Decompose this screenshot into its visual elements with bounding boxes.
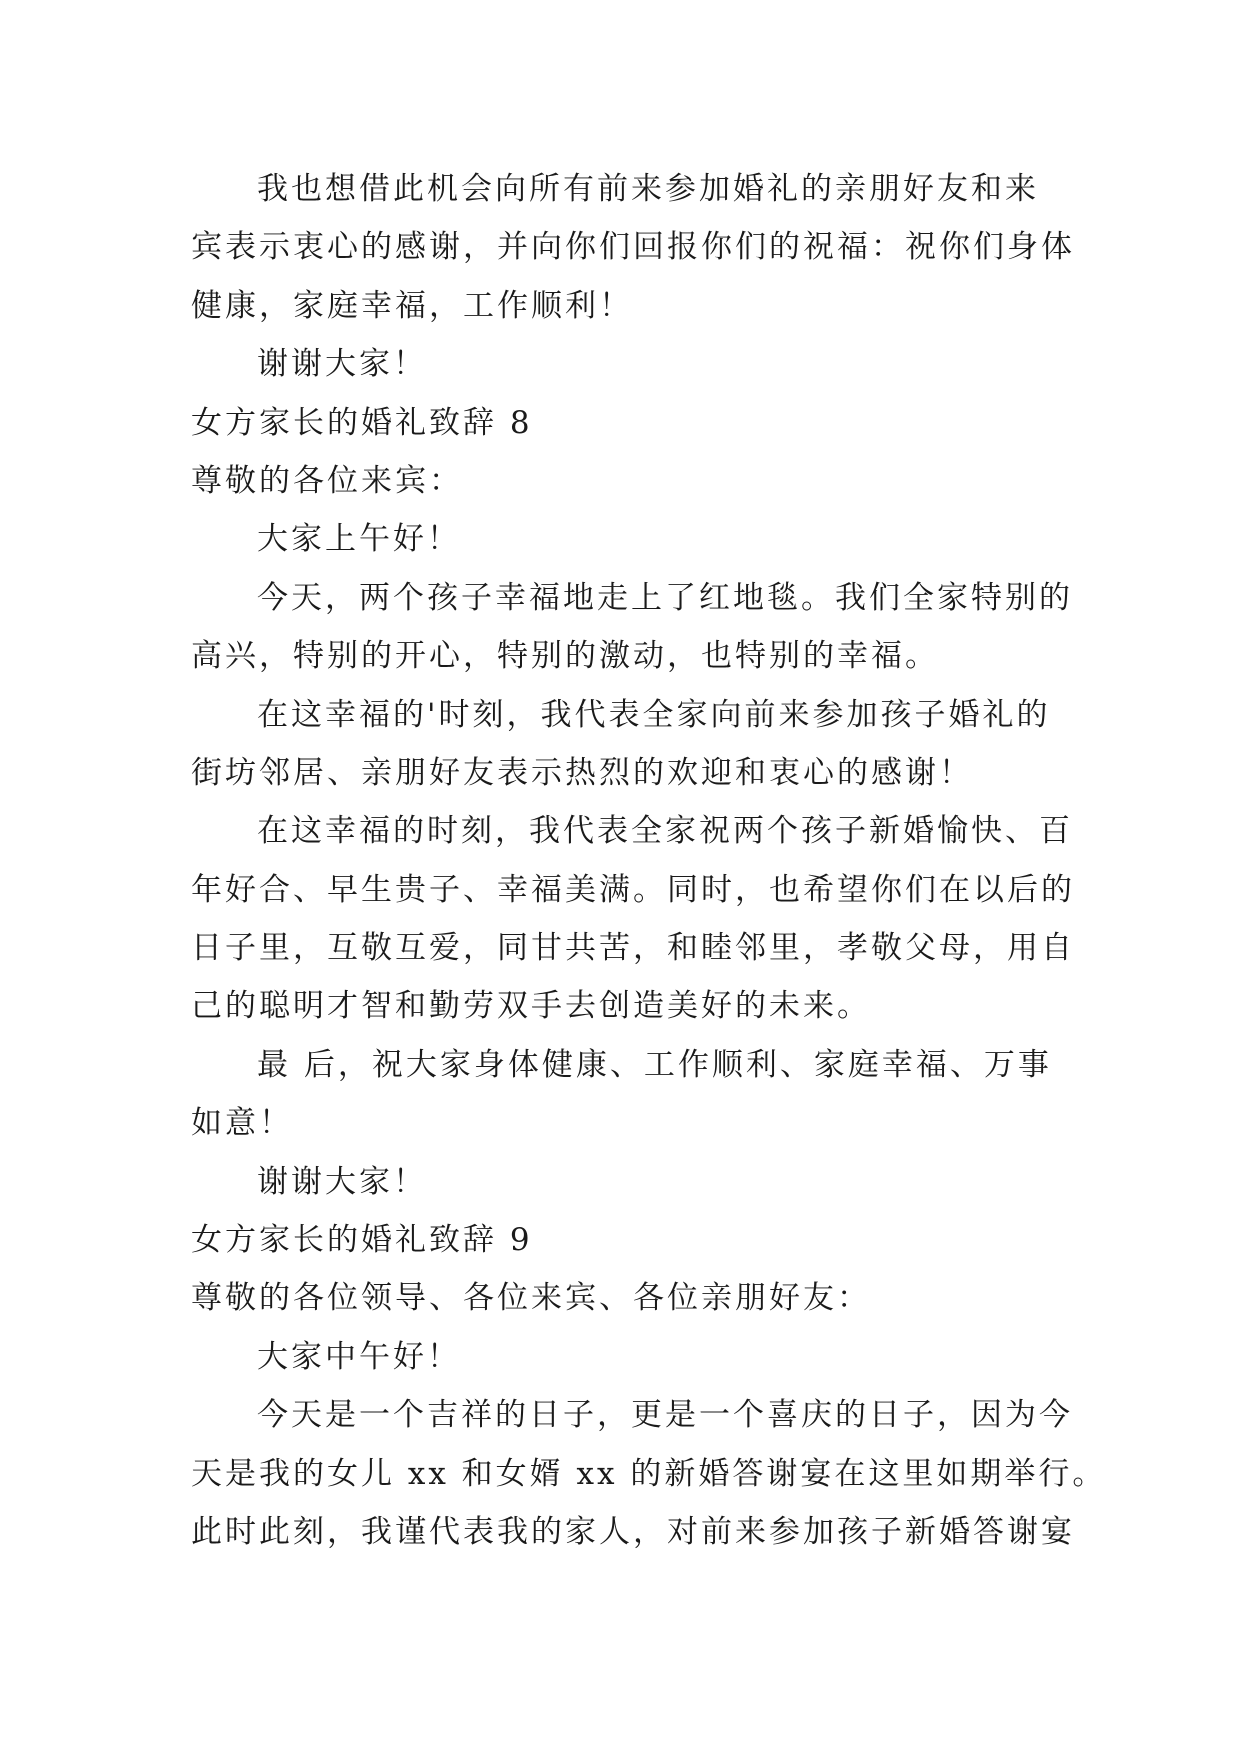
paragraph-line: 年好合、早生贵子、幸福美满。同时，也希望你们在以后的 bbox=[191, 871, 1075, 908]
paragraph-line: 大家上午好！ bbox=[257, 521, 461, 558]
paragraph-line: 宾表示衷心的感谢，并向你们回报你们的祝福：祝你们身体 bbox=[191, 229, 1075, 266]
paragraph-line: 如意！ bbox=[191, 1105, 293, 1142]
paragraph-line: 己的聪明才智和勤劳双手去创造美好的未来。 bbox=[191, 988, 871, 1025]
paragraph-line: 最 后，祝大家身体健康、工作顺利、家庭幸福、万事 bbox=[257, 1046, 1052, 1083]
paragraph-line: 此时此刻，我谨代表我的家人，对前来参加孩子新婚答谢宴 bbox=[191, 1513, 1075, 1550]
paragraph-line: 谢谢大家！ bbox=[257, 1163, 427, 1200]
salutation: 尊敬的各位领导、各位来宾、各位亲朋好友： bbox=[191, 1280, 871, 1317]
paragraph-line: 在这幸福的'时刻，我代表全家向前来参加孩子婚礼的 bbox=[257, 696, 1051, 733]
section-heading: 女方家长的婚礼致辞 9 bbox=[191, 1222, 533, 1259]
paragraph-line: 大家中午好！ bbox=[257, 1338, 461, 1375]
paragraph-line: 健康，家庭幸福，工作顺利！ bbox=[191, 287, 633, 324]
paragraph-line: 高兴，特别的开心，特别的激动，也特别的幸福。 bbox=[191, 638, 939, 675]
paragraph-line: 在这幸福的时刻，我代表全家祝两个孩子新婚愉快、百 bbox=[257, 813, 1073, 850]
paragraph-line: 今天，两个孩子幸福地走上了红地毯。我们全家特别的 bbox=[257, 579, 1073, 616]
document-body bbox=[191, 160, 1107, 1561]
paragraph-line: 街坊邻居、亲朋好友表示热烈的欢迎和衷心的感谢！ bbox=[191, 754, 973, 791]
paragraph-line: 天是我的女儿 xx 和女婿 xx 的新婚答谢宴在这里如期举行。 bbox=[191, 1455, 1107, 1492]
paragraph-line: 我也想借此机会向所有前来参加婚礼的亲朋好友和来 bbox=[257, 171, 1039, 207]
paragraph-line: 日子里，互敬互爱，同甘共苦，和睦邻里，孝敬父母，用自 bbox=[191, 930, 1075, 967]
salutation: 尊敬的各位来宾： bbox=[191, 462, 463, 499]
paragraph-line: 今天是一个吉祥的日子，更是一个喜庆的日子，因为今 bbox=[257, 1397, 1073, 1434]
paragraph-line: 谢谢大家！ bbox=[257, 346, 427, 383]
section-heading: 女方家长的婚礼致辞 8 bbox=[191, 404, 533, 441]
